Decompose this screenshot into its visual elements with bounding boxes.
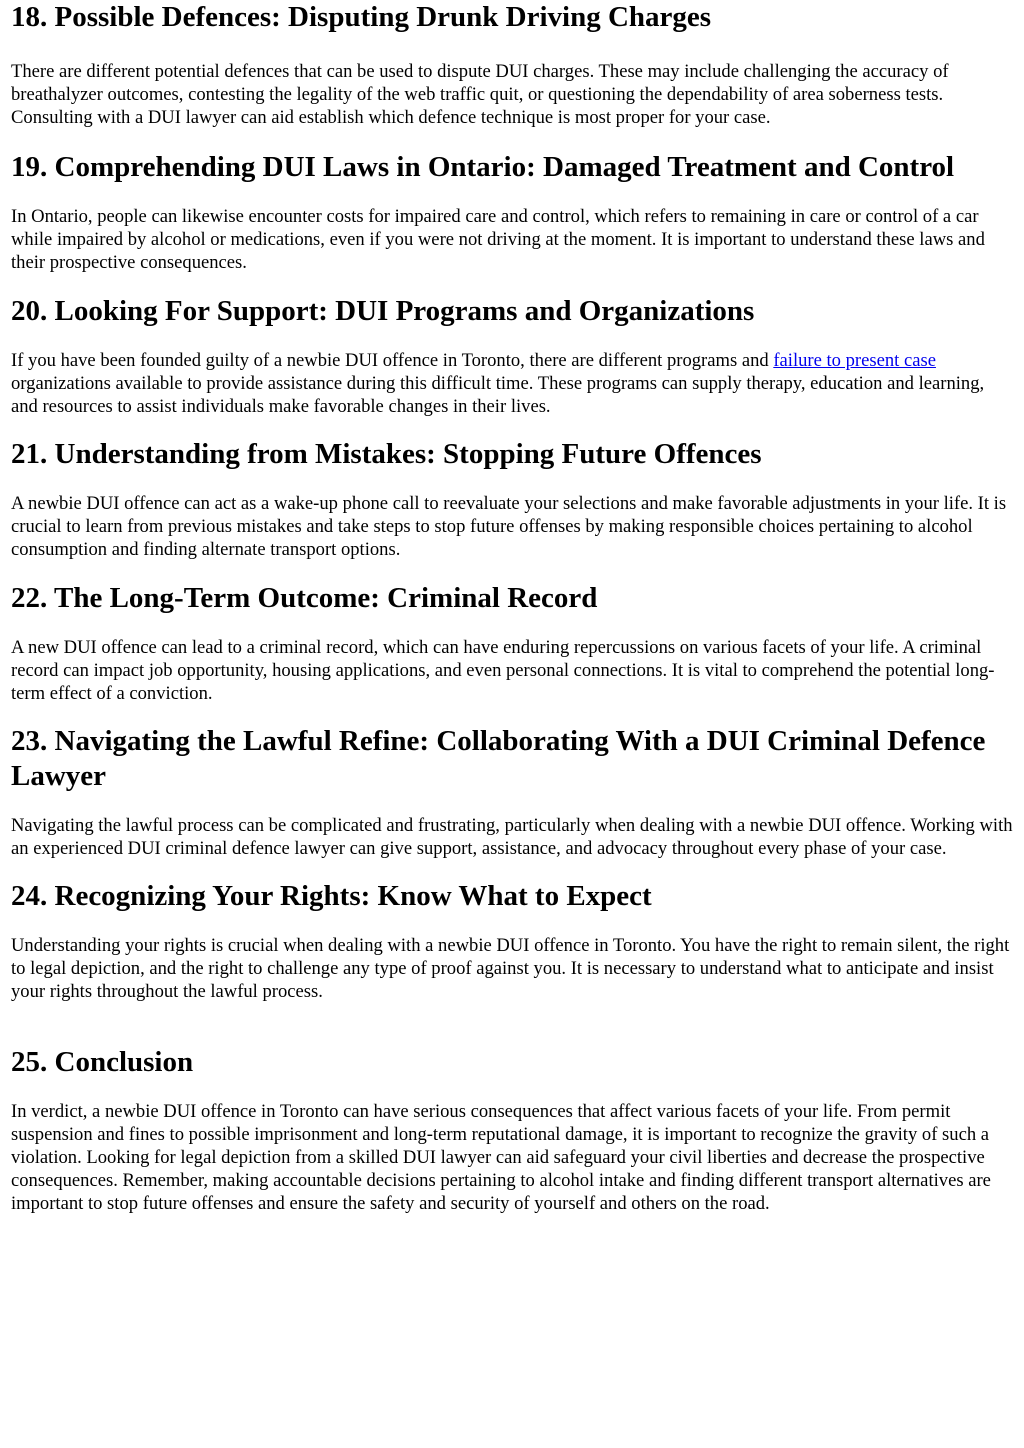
section-paragraph: In verdict, a newbie DUI offence in Toronto can have serious consequences that affect various facets of your life. From permit suspension and fines to possible imprisonment and long-term reputational damage, it is important to recognize the gravity of such a violation. Looking for legal depiction from a skilled DUI lawyer can aid safeguard your civil liberties and decrease the prospective consequences. Remember, making accountable decisions pertaining to alcohol intake and finding different transport alternatives are important to stop future offenses and ensure the safety and security of yourself and others on the road.: [11, 1101, 991, 1214]
paragraph-text-after-link: organizations available to provide assistance during this difficult time. These programs can supply therapy, education and learning, and resources to assist individuals make favorable changes in their lives.: [11, 373, 985, 417]
section-25: [11, 1045, 1014, 1215]
section-21: [11, 437, 1014, 561]
section-18: [11, 0, 1014, 129]
section-heading: 20. Looking For Support: DUI Programs and Organizations: [11, 295, 755, 327]
section-20: [11, 294, 1014, 418]
section-23: [11, 724, 1014, 860]
section-paragraph: Understanding your rights is crucial when dealing with a newbie DUI offence in Toronto. You have the right to remain silent, the right to legal depiction, and the right to challenge any type of proof against you. It is necessary to understand what to anticipate and insist your rights throughout the lawful process.: [11, 935, 1010, 1002]
section-paragraph: A new DUI offence can lead to a criminal record, which can have enduring repercussions on various facets of your life. A criminal record can impact job opportunity, housing applications, and even personal connections. It is vital to comprehend the potential long-term effect of a conviction.: [11, 637, 995, 704]
section-paragraph: [11, 349, 1014, 418]
section-heading: 21. Understanding from Mistakes: Stopping Future Offences: [11, 438, 762, 470]
paragraph-text-before-link: If you have been founded guilty of a newbie DUI offence in Toronto, there are different programs and: [11, 350, 774, 371]
section-heading: 22. The Long-Term Outcome: Criminal Record: [11, 582, 598, 614]
section-heading: 25. Conclusion: [11, 1046, 194, 1078]
section-heading: 24. Recognizing Your Rights: Know What to Expect: [11, 880, 652, 912]
section-heading: 18. Possible Defences: Disputing Drunk Driving Charges: [11, 1, 712, 33]
section-paragraph: A newbie DUI offence can act as a wake-up phone call to reevaluate your selections and make favorable adjustments in your life. It is crucial to learn from previous mistakes and take steps to stop future offenses by making responsible choices pertaining to alcohol consumption and finding alternate transport options.: [11, 493, 1007, 560]
section-24: [11, 879, 1014, 1003]
section-paragraph: In Ontario, people can likewise encounter costs for impaired care and control, which refers to remaining in care or control of a car while impaired by alcohol or medications, even if you were not driving at the moment. It is important to understand these laws and their prospective consequences.: [11, 206, 985, 273]
section-heading: 19. Comprehending DUI Laws in Ontario: Damaged Treatment and Control: [11, 151, 955, 183]
failure-to-present-case-link[interactable]: failure to present case: [773, 350, 936, 371]
section-paragraph: There are different potential defences that can be used to dispute DUI charges. These may include challenging the accuracy of breathalyzer outcomes, contesting the legality of the web traffic quit, or questioning the dependability of area soberness tests. Consulting with a DUI lawyer can aid establish which defence technique is most proper for your case.: [11, 61, 949, 128]
section-paragraph: Navigating the lawful process can be complicated and frustrating, particularly when dealing with a newbie DUI offence. Working with an experienced DUI criminal defence lawyer can give support, assistance, and advocacy throughout every phase of your case.: [11, 815, 1013, 859]
section-heading: 23. Navigating the Lawful Refine: Collaborating With a DUI Criminal Defence Lawyer: [11, 725, 986, 792]
section-22: [11, 581, 1014, 705]
section-19: [11, 150, 1014, 274]
